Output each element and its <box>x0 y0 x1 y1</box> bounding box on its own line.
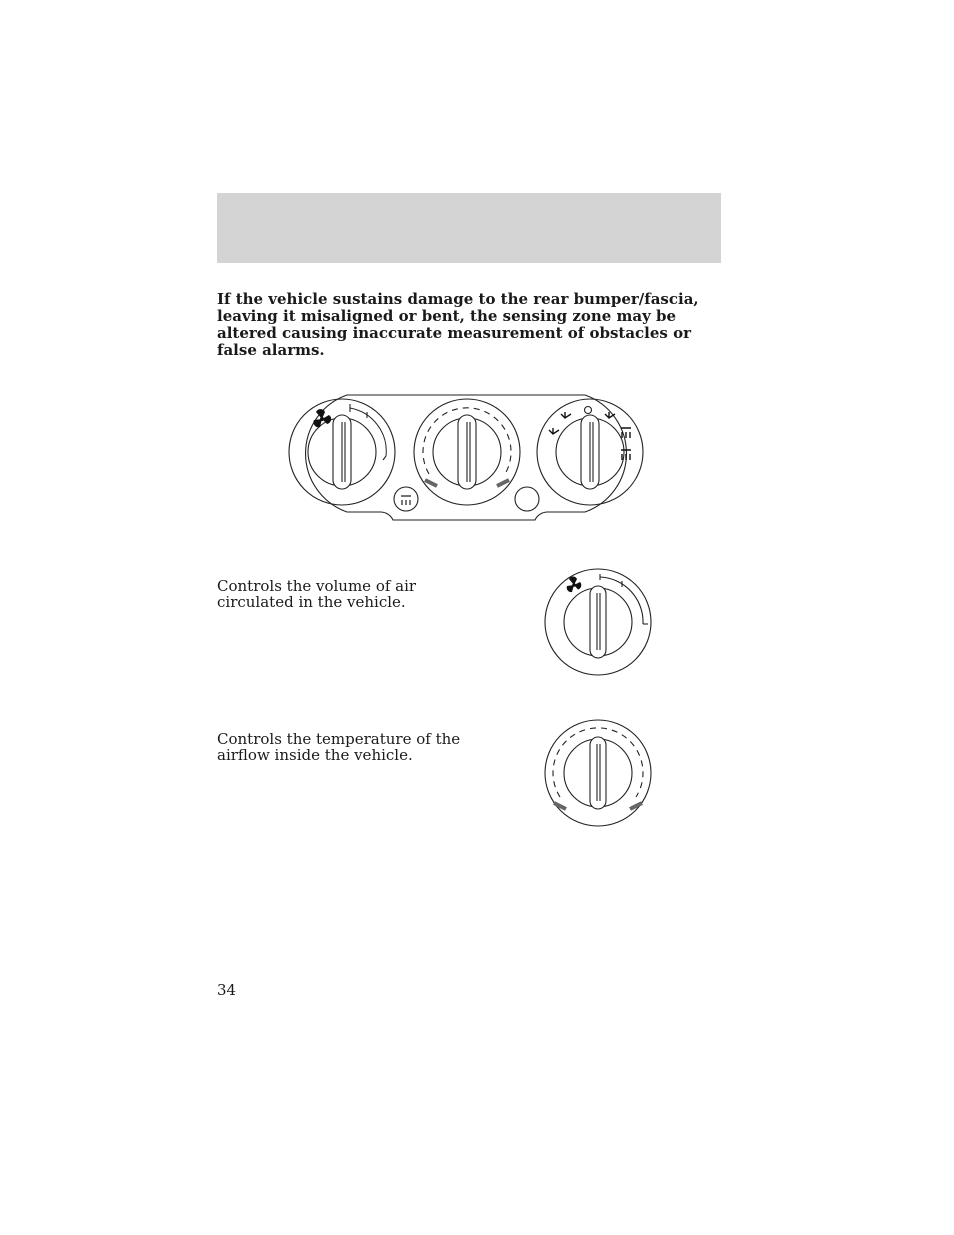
climate-control-panel-illustration <box>285 392 651 524</box>
airflow-mode-knob <box>537 399 643 505</box>
rear-defrost-button <box>394 487 418 511</box>
section-header-bar <box>217 193 721 263</box>
fan-speed-knob-illustration <box>540 563 656 679</box>
temperature-knob <box>414 399 520 505</box>
page-number: 34 <box>217 981 237 999</box>
temperature-knob-illustration <box>540 715 656 831</box>
warning-text: If the vehicle sustains damage to the rear bumper/fascia, leaving it misaligned or bent, the sensing zone may be altered causing inaccurate measurement of obstacles or false alarms. <box>217 290 699 359</box>
temperature-control-description: Controls the temperature of the airflow inside the vehicle. <box>217 730 461 764</box>
fan-icon <box>567 577 582 593</box>
defrost-icon <box>621 428 631 438</box>
fan-control-description: Controls the volume of air circulated in the vehicle. <box>217 577 417 611</box>
ac-button <box>515 487 539 511</box>
fan-speed-knob <box>289 399 395 505</box>
